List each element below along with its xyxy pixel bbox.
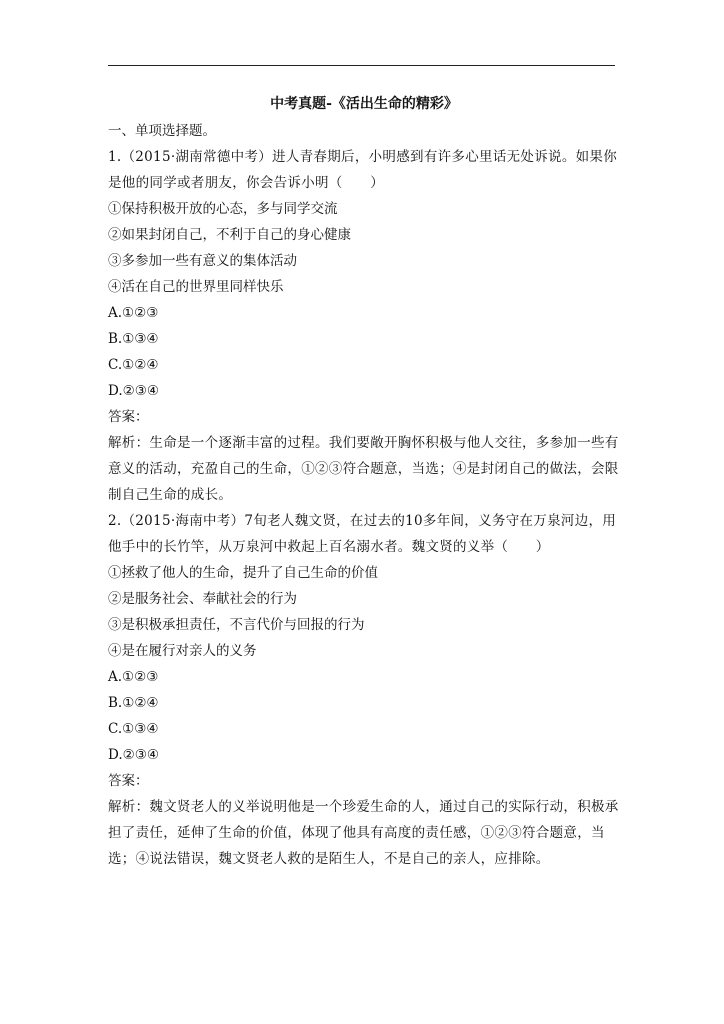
question-2-statement-4: ④是在履行对亲人的义务 [108, 643, 257, 659]
header-rule [108, 65, 615, 66]
question-2-option-a: A.①②③ [108, 669, 159, 685]
question-2-stem: 2.（2015·海南中考）7旬老人魏文贤，在过去的10多年间，义务守在万泉河边，用他手中的长竹竿，从万泉河中救起上百名溺水者。魏文贤的义举（ ） [108, 513, 617, 555]
question-1-stem: 1.（2015·湖南常德中考）进人青春期后，小明感到有许多心里话无处诉说。如果你是他的同学或者朋友，你会告诉小明（ ） [108, 149, 618, 191]
question-1-option-d: D.②③④ [108, 383, 159, 399]
section-heading: 一、单项选择题。 [108, 123, 216, 139]
document-title: 中考真题-《活出生命的精彩》 [270, 96, 458, 112]
question-1-statement-1: ①保持积极开放的心态，多与同学交流 [108, 201, 338, 217]
question-2-statement-1: ①拯救了他人的生命，提升了自己生命的价值 [108, 565, 378, 581]
question-1-statement-3: ③多参加一些有意义的集体活动 [108, 253, 297, 269]
question-2 [108, 508, 620, 872]
question-1-answer-label: 答案： [108, 409, 149, 425]
question-1-option-b: B.①③④ [108, 331, 159, 347]
question-1-statement-4: ④活在自己的世界里同样快乐 [108, 279, 284, 295]
question-1-analysis: 解析：生命是一个逐渐丰富的过程。我们要敞开胸怀积极与他人交往，多参加一些有意义的活动，充盈自己的生命，①②③符合题意，当选；④是封闭自己的做法，会限制自己生命的成长。 [108, 435, 619, 503]
question-1-option-a: A.①②③ [108, 305, 159, 321]
question-2-statement-2: ②是服务社会、奉献社会的行为 [108, 591, 297, 607]
question-2-answer-label: 答案： [108, 773, 149, 789]
question-1-statement-2: ②如果封闭自己，不利于自己的身心健康 [108, 227, 351, 243]
question-1-option-c: C.①②④ [108, 357, 159, 373]
question-2-statement-3: ③是积极承担责任，不言代价与回报的行为 [108, 617, 365, 633]
question-1 [108, 144, 620, 508]
question-2-option-c: C.①③④ [108, 721, 159, 737]
question-2-analysis: 解析：魏文贤老人的义举说明他是一个珍爱生命的人，通过自己的实际行动，积极承担了责任，延伸了生命的价值，体现了他具有高度的责任感，①②③符合题意，当选；④说法错误，魏文贤老人救的是陌生人，不是自己的亲人，应排除。 [108, 799, 619, 867]
question-2-option-d: D.②③④ [108, 747, 159, 763]
question-2-option-b: B.①②④ [108, 695, 159, 711]
document-body [108, 92, 620, 872]
